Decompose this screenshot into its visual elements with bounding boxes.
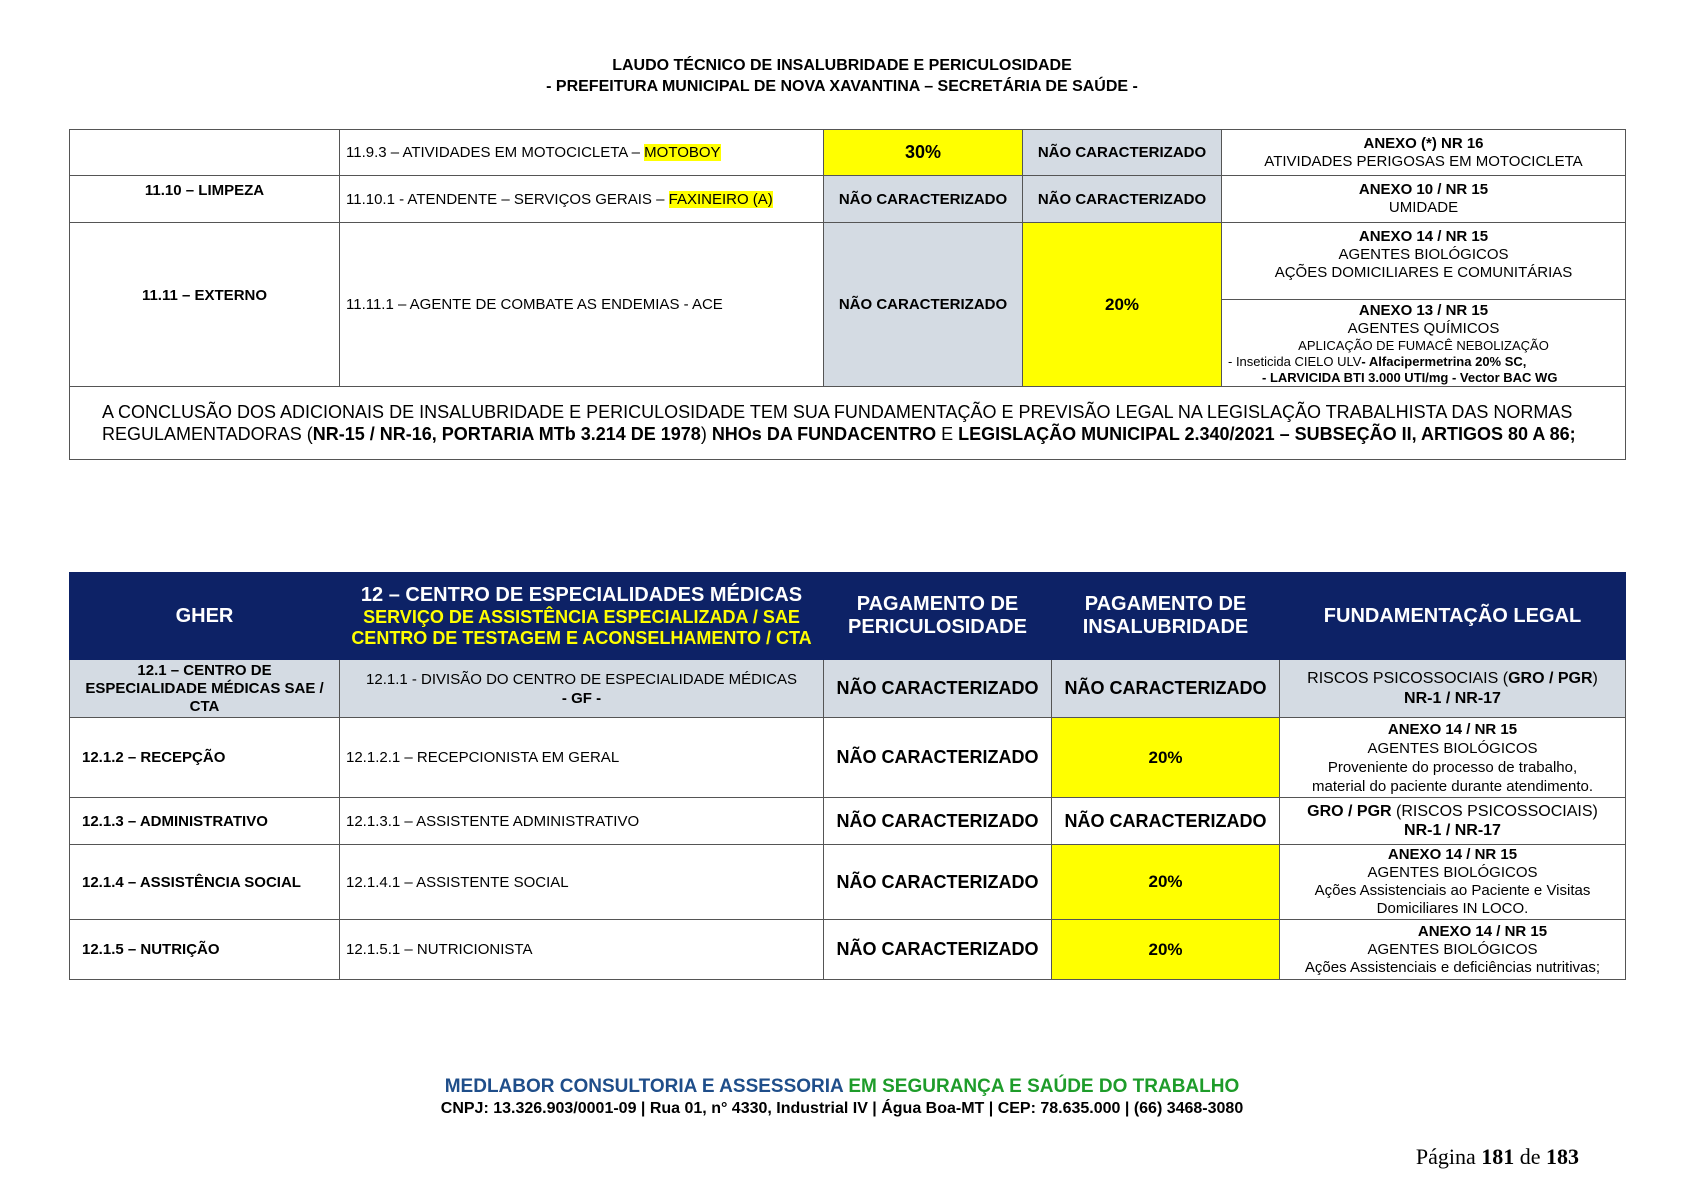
highlight: FAXINEIRO (A) [668, 190, 773, 208]
peric-cell: NÃO CARACTERIZADO [824, 660, 1052, 718]
peric-cell: NÃO CARACTERIZADO [824, 798, 1052, 845]
conclusion-text: A CONCLUSÃO DOS ADICIONAIS DE INSALUBRIDADE E PERICULOSIDADE TEM SUA FUNDAMENTAÇÃO E PREVISÃO LEGAL NA LEGISLAÇÃO TRABALHISTA DAS NORMAS REGULAMENTADORAS (NR-15 / NR-16, PORTARIA MTb 3.214 DE 1978) NHOs DA FUNDACENTRO E LEGISLAÇÃO MUNICIPAL 2.340/2021 – SUBSEÇÃO II, ARTIGOS 80 A 86; [70, 387, 1626, 460]
highlight: MOTOBOY [644, 144, 721, 161]
activity-cell: 12.1.5.1 – NUTRICIONISTA [340, 920, 824, 980]
activity-cell: 11.9.3 – ATIVIDADES EM MOTOCICLETA – MOTOBOY [340, 130, 824, 176]
doc-title: LAUDO TÉCNICO DE INSALUBRIDADE E PERICULOSIDADE [612, 57, 1072, 74]
peric-cell: NÃO CARACTERIZADO [824, 920, 1052, 980]
gher-cell [70, 130, 340, 176]
law-cell: GRO / PGR (RISCOS PSICOSSOCIAIS) NR-1 / NR-17 [1280, 798, 1626, 845]
gher-cell: 12.1.4 – ASSISTÊNCIA SOCIAL [70, 845, 340, 920]
activity-cell: 12.1.4.1 – ASSISTENTE SOCIAL [340, 845, 824, 920]
footer-address: CNPJ: 13.326.903/0001-09 | Rua 01, n° 4330, Industrial IV | Água Boa-MT | CEP: 78.635.000 | (66) 3468-3080 [440, 1100, 1244, 1117]
table-row [70, 718, 1626, 798]
header-gher: GHER [70, 573, 340, 660]
peric-cell: NÃO CARACTERIZADO [824, 845, 1052, 920]
law-cell: ANEXO 10 / NR 15 UMIDADE [1222, 176, 1626, 223]
table-continuation [69, 129, 1626, 460]
law-block: ANEXO 14 / NR 15 AGENTES BIOLÓGICOS AÇÕES DOMICILIARES E COMUNITÁRIAS [1222, 224, 1625, 300]
page-number: Página 181 de 183 [1415, 1144, 1579, 1169]
gher-cell: 12.1.3 – ADMINISTRATIVO [70, 798, 340, 845]
insal-cell: NÃO CARACTERIZADO [1023, 130, 1222, 176]
table-row [70, 660, 1626, 718]
insal-cell: NÃO CARACTERIZADO [1052, 660, 1280, 718]
doc-subtitle: - PREFEITURA MUNICIPAL DE NOVA XAVANTINA – SECRETÁRIA DE SAÚDE - [546, 78, 1138, 95]
header-center: 12 – CENTRO DE ESPECIALIDADES MÉDICAS SERVIÇO DE ASSISTÊNCIA ESPECIALIZADA / SAE CENTRO DE TESTAGEM E ACONSELHAMENTO / CTA [340, 573, 824, 660]
table-row [70, 130, 1626, 176]
insal-cell: NÃO CARACTERIZADO [1023, 176, 1222, 223]
table-row [70, 387, 1626, 460]
law-cell: ANEXO (*) NR 16 ATIVIDADES PERIGOSAS EM MOTOCICLETA [1222, 130, 1626, 176]
gher-cell: 11.10 – LIMPEZA [70, 176, 340, 223]
activity-cell: 11.11.1 – AGENTE DE COMBATE AS ENDEMIAS - ACE [340, 223, 824, 387]
insal-cell: NÃO CARACTERIZADO [1052, 798, 1280, 845]
activity-cell: 11.10.1 - ATENDENTE – SERVIÇOS GERAIS – FAXINEIRO (A) [340, 176, 824, 223]
insal-cell: 20% [1052, 845, 1280, 920]
peric-cell: 30% [824, 130, 1023, 176]
law-cell: ANEXO 14 / NR 15 AGENTES BIOLÓGICOS Proveniente do processo de trabalho, material do paciente durante atendimento. [1280, 718, 1626, 798]
gher-cell: 11.11 – EXTERNO [70, 223, 340, 387]
insal-cell: 20% [1052, 920, 1280, 980]
activity-cell: 12.1.3.1 – ASSISTENTE ADMINISTRATIVO [340, 798, 824, 845]
table-centro-especialidades [69, 572, 1626, 980]
table-row [70, 845, 1626, 920]
activity-cell: 12.1.1 - DIVISÃO DO CENTRO DE ESPECIALIDADE MÉDICAS - GF - [340, 660, 824, 718]
table-row [70, 920, 1626, 980]
gher-cell: 12.1.2 – RECEPÇÃO [70, 718, 340, 798]
law-cell: ANEXO 14 / NR 15 AGENTES BIOLÓGICOS Ações Assistenciais e deficiências nutritivas; [1280, 920, 1626, 980]
footer-company: MEDLABOR CONSULTORIA E ASSESSORIA EM SEGURANÇA E SAÚDE DO TRABALHO [444, 1076, 1240, 1097]
law-block: ANEXO 13 / NR 15 AGENTES QUÍMICOS APLICAÇÃO DE FUMACÊ NEBOLIZAÇÃO - Inseticida CIELO ULV- Alfacipermetrina 20% SC, - LARVICIDA BTI 3.000 UTI/mg - Vector BAC WG [1228, 301, 1558, 385]
table-row [70, 223, 1626, 387]
law-cell [1222, 223, 1626, 387]
table-header-row [70, 573, 1626, 660]
activity-cell: 12.1.2.1 – RECEPCIONISTA EM GERAL [340, 718, 824, 798]
peric-cell: NÃO CARACTERIZADO [824, 176, 1023, 223]
gher-cell: 12.1 – CENTRO DE ESPECIALIDADE MÉDICAS SAE / CTA [70, 660, 340, 718]
header-fundamentacao: FUNDAMENTAÇÃO LEGAL [1280, 573, 1626, 660]
law-cell: RISCOS PSICOSSOCIAIS (GRO / PGR) NR-1 / NR-17 [1280, 660, 1626, 718]
table-row [70, 176, 1626, 223]
peric-cell: NÃO CARACTERIZADO [824, 223, 1023, 387]
insal-cell: 20% [1052, 718, 1280, 798]
header-periculosidade: PAGAMENTO DE PERICULOSIDADE [824, 573, 1052, 660]
gher-cell: 12.1.5 – NUTRIÇÃO [70, 920, 340, 980]
peric-cell: NÃO CARACTERIZADO [824, 718, 1052, 798]
table-row [70, 798, 1626, 845]
insal-cell: 20% [1023, 223, 1222, 387]
header-insalubridade: PAGAMENTO DE INSALUBRIDADE [1052, 573, 1280, 660]
law-cell: ANEXO 14 / NR 15 AGENTES BIOLÓGICOS Ações Assistenciais ao Paciente e Visitas Domiciliares IN LOCO. [1280, 845, 1626, 920]
